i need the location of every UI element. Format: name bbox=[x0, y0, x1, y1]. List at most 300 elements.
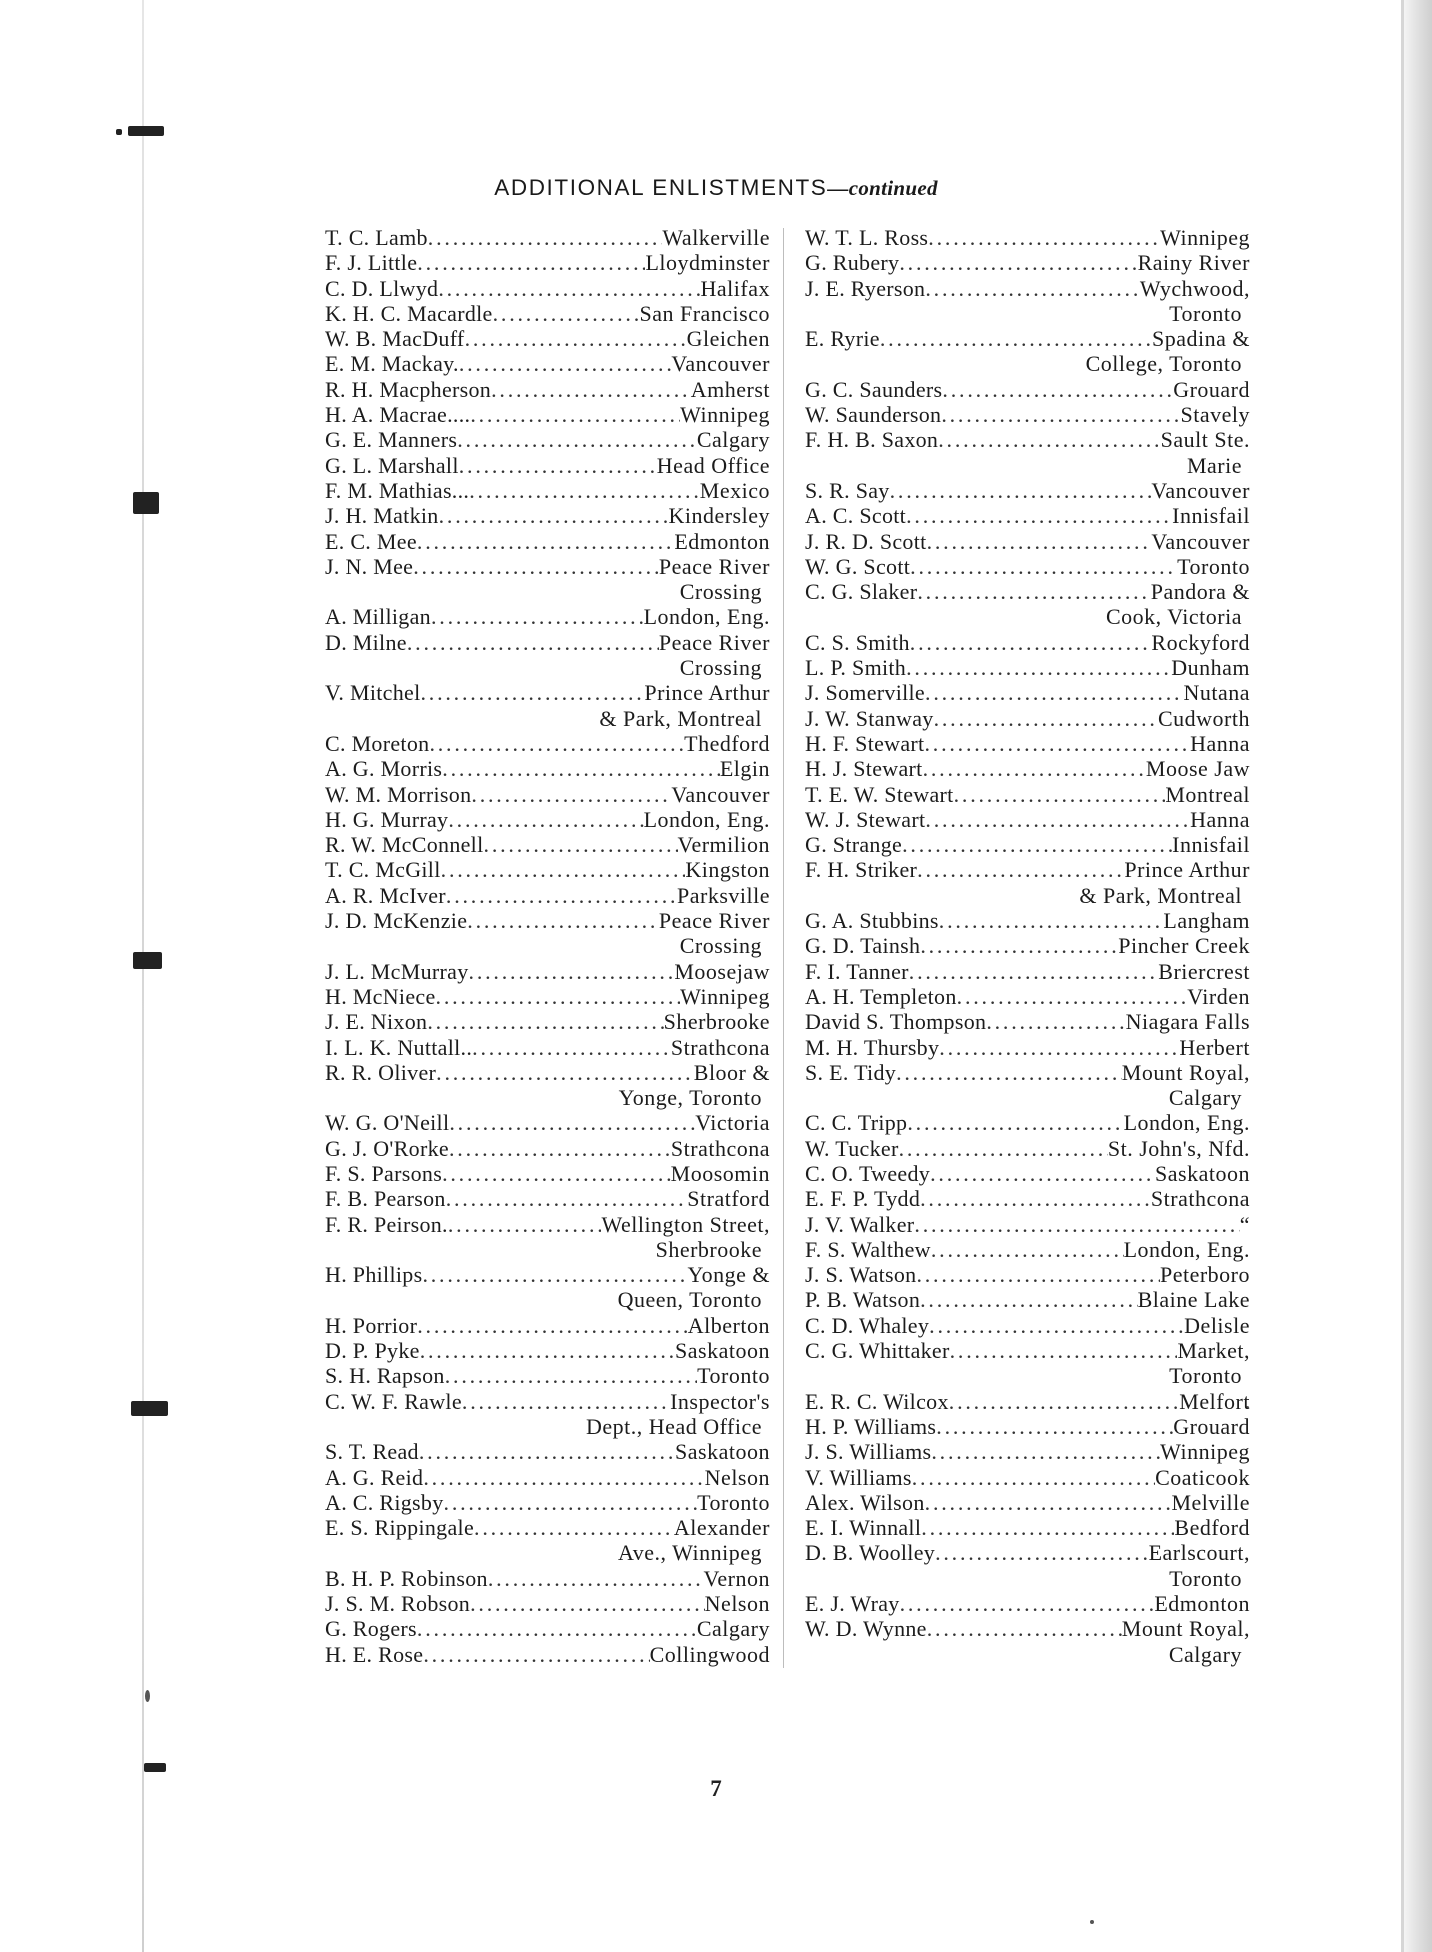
entry-place: Rainy River bbox=[1137, 250, 1250, 276]
entry-place: Sault Ste. bbox=[1160, 427, 1250, 453]
entry-line bbox=[325, 630, 770, 655]
entry-name: K. H. C. Macardle bbox=[325, 300, 493, 326]
entry-place: Edmonton bbox=[674, 528, 770, 554]
enlistment-entry bbox=[325, 1060, 770, 1111]
entry-line bbox=[325, 1035, 770, 1060]
leader-dots bbox=[917, 579, 1150, 604]
entry-place: Moosejaw bbox=[674, 958, 770, 984]
entry-line bbox=[805, 1540, 1250, 1565]
entry-line bbox=[325, 276, 770, 301]
enlistment-entry bbox=[325, 301, 770, 326]
entry-place-continuation: College, Toronto bbox=[1085, 351, 1242, 377]
entry-place: Saskatoon bbox=[675, 1439, 770, 1465]
entry-line bbox=[325, 1186, 770, 1211]
entry-place: Melville bbox=[1171, 1489, 1250, 1515]
entry-place: Moosomin bbox=[670, 1160, 770, 1186]
entry-place: Langham bbox=[1163, 908, 1250, 934]
leader-dots bbox=[457, 427, 697, 452]
enlistment-entry bbox=[325, 1009, 770, 1034]
enlistment-entry bbox=[805, 807, 1250, 832]
entry-place: Alberton bbox=[687, 1312, 770, 1338]
entry-place: Winnipeg bbox=[680, 983, 770, 1009]
leader-dots bbox=[413, 554, 659, 579]
entry-name: H. Porrior bbox=[325, 1312, 418, 1338]
leader-dots bbox=[920, 933, 1118, 958]
entry-place-continuation: Toronto bbox=[1169, 1565, 1242, 1591]
entry-line bbox=[805, 579, 1250, 604]
page-edge-line bbox=[1401, 0, 1404, 1952]
leader-dots bbox=[950, 1338, 1178, 1363]
leader-dots bbox=[436, 984, 681, 1009]
entry-place: Delisle bbox=[1184, 1312, 1250, 1338]
enlistment-entry bbox=[805, 857, 1250, 908]
enlistment-entry bbox=[805, 529, 1250, 554]
entry-name: R. H. Macpherson bbox=[325, 376, 492, 402]
entry-line bbox=[805, 529, 1250, 554]
entry-line bbox=[805, 1161, 1250, 1186]
enlistment-entry bbox=[805, 933, 1250, 958]
entry-place: Prince Arthur bbox=[644, 680, 770, 706]
enlistment-entry bbox=[805, 630, 1250, 655]
leader-dots bbox=[925, 680, 1183, 705]
entry-name: G. Rogers bbox=[325, 1616, 417, 1642]
entry-place: Vermilion bbox=[677, 832, 770, 858]
page-edge-shadow bbox=[1404, 0, 1432, 1952]
entry-place: Winnipeg bbox=[1160, 225, 1250, 250]
leader-dots bbox=[880, 326, 1152, 351]
entry-name: D. P. Pyke bbox=[325, 1338, 420, 1364]
leader-dots bbox=[446, 883, 677, 908]
entry-name: F. S. Walthew bbox=[805, 1236, 931, 1262]
entry-line bbox=[805, 1490, 1250, 1515]
entry-place: Coaticook bbox=[1155, 1464, 1250, 1490]
leader-dots bbox=[921, 1515, 1174, 1540]
entry-name: J. S. Williams bbox=[805, 1439, 932, 1465]
entry-name: C. C. Tripp bbox=[805, 1110, 908, 1136]
enlistment-entry bbox=[805, 1591, 1250, 1616]
entry-place: Vancouver bbox=[671, 781, 770, 807]
leader-dots bbox=[909, 959, 1159, 984]
enlistment-entry bbox=[805, 1136, 1250, 1161]
leader-dots bbox=[442, 756, 720, 781]
enlistment-entry bbox=[805, 326, 1250, 377]
entry-line bbox=[805, 1009, 1250, 1034]
enlistment-entry bbox=[325, 604, 770, 629]
entry-name: I. L. K. Nuttall.. bbox=[325, 1034, 473, 1060]
entry-name: C. G. Slaker bbox=[805, 579, 918, 605]
entry-name: G. D. Tainsh bbox=[805, 933, 921, 959]
leader-dots bbox=[949, 1389, 1180, 1414]
entry-place: London, Eng. bbox=[643, 806, 770, 832]
enlistment-entry bbox=[325, 630, 770, 681]
leader-dots bbox=[484, 832, 678, 857]
entry-place: Elgin bbox=[719, 756, 770, 782]
entry-place: Blaine Lake bbox=[1137, 1287, 1250, 1313]
entry-line bbox=[805, 731, 1250, 756]
entry-place: Montreal bbox=[1165, 781, 1250, 807]
leader-dots bbox=[469, 478, 700, 503]
entry-place: Spadina & bbox=[1152, 326, 1250, 352]
binding-staple bbox=[131, 1401, 168, 1416]
entry-name: E. J. Wray bbox=[805, 1591, 900, 1617]
entry-name: J. E. Nixon bbox=[325, 1009, 428, 1035]
enlistment-entry bbox=[325, 883, 770, 908]
entry-name: L. P. Smith bbox=[805, 655, 907, 681]
entry-place: Strathcona bbox=[1150, 1186, 1250, 1212]
entry-name: F. H. B. Saxon bbox=[805, 427, 939, 453]
entry-name: H. McNiece bbox=[325, 983, 436, 1009]
entry-name: R. R. Oliver bbox=[325, 1059, 437, 1085]
entry-place: Pandora & bbox=[1150, 579, 1250, 605]
enlistment-entry bbox=[325, 782, 770, 807]
enlistment-entry bbox=[325, 377, 770, 402]
entry-line bbox=[325, 1566, 770, 1591]
leader-dots bbox=[474, 1515, 674, 1540]
entry-place-continuation: Dept., Head Office bbox=[586, 1413, 762, 1439]
leader-dots bbox=[931, 1237, 1124, 1262]
entry-line bbox=[805, 1313, 1250, 1338]
enlistment-entry bbox=[325, 554, 770, 605]
enlistment-entry bbox=[805, 250, 1250, 275]
entry-name: R. W. McConnell bbox=[325, 832, 484, 858]
leader-dots bbox=[896, 1060, 1122, 1085]
leader-dots bbox=[906, 655, 1171, 680]
enlistment-entry bbox=[325, 807, 770, 832]
entry-name: J. R. D. Scott bbox=[805, 528, 927, 554]
entry-name: David S. Thompson bbox=[805, 1009, 987, 1035]
enlistment-entry bbox=[325, 402, 770, 427]
entry-line bbox=[805, 1212, 1250, 1237]
leader-dots bbox=[465, 326, 687, 351]
entry-name: W. T. L. Ross bbox=[805, 225, 929, 250]
entry-line bbox=[325, 1009, 770, 1034]
entry-place: Mount Royal, bbox=[1121, 1616, 1250, 1642]
entry-line bbox=[325, 427, 770, 452]
entry-name: W. Saunderson bbox=[805, 402, 942, 428]
enlistment-entry bbox=[325, 250, 770, 275]
leader-dots bbox=[957, 984, 1188, 1009]
right-column bbox=[805, 225, 1250, 1667]
leader-dots bbox=[914, 1212, 1239, 1237]
enlistment-entry bbox=[805, 276, 1250, 327]
leader-dots bbox=[931, 1439, 1160, 1464]
enlistment-entry bbox=[325, 1338, 770, 1363]
entry-line bbox=[325, 1591, 770, 1616]
entry-name: G. J. O'Rorke bbox=[325, 1135, 449, 1161]
entry-line bbox=[805, 427, 1250, 452]
leader-dots bbox=[436, 1060, 694, 1085]
entry-place: Stratford bbox=[687, 1186, 770, 1212]
leader-dots bbox=[954, 782, 1166, 807]
enlistment-entry bbox=[805, 1161, 1250, 1186]
entry-name: C. S. Smith bbox=[805, 629, 910, 655]
entry-line bbox=[325, 883, 770, 908]
leader-dots bbox=[459, 453, 657, 478]
leader-dots bbox=[939, 1035, 1179, 1060]
leader-dots bbox=[427, 1009, 663, 1034]
enlistment-entry bbox=[325, 731, 770, 756]
entry-line bbox=[805, 933, 1250, 958]
entry-place: London, Eng. bbox=[1123, 1236, 1250, 1262]
entry-line bbox=[805, 250, 1250, 275]
leader-dots bbox=[920, 1287, 1137, 1312]
leader-dots bbox=[472, 1035, 671, 1060]
entry-name: T. C. McGill bbox=[325, 857, 441, 883]
entry-line bbox=[325, 250, 770, 275]
entry-line bbox=[325, 402, 770, 427]
entry-line bbox=[325, 1110, 770, 1135]
entry-name: H. J. Stewart bbox=[805, 756, 923, 782]
entry-name: J. H. Matkin bbox=[325, 503, 439, 529]
entry-line bbox=[325, 377, 770, 402]
entry-place: Head Office bbox=[656, 452, 770, 478]
entry-name: J. Somerville bbox=[805, 680, 926, 706]
entry-place: Calgary bbox=[696, 1616, 770, 1642]
entry-place: Lloydminster bbox=[645, 250, 770, 276]
enlistment-entry bbox=[805, 655, 1250, 680]
entry-name: E. M. Mackay. bbox=[325, 351, 459, 377]
entry-name: C. W. F. Rawle bbox=[325, 1388, 462, 1414]
entry-line bbox=[325, 1313, 770, 1338]
entry-place: Pincher Creek bbox=[1118, 933, 1250, 959]
leader-dots bbox=[934, 706, 1158, 731]
entry-place: Earlscourt, bbox=[1148, 1540, 1250, 1566]
enlistment-entry bbox=[325, 1136, 770, 1161]
entry-place: Bedford bbox=[1174, 1515, 1250, 1541]
entry-name: F. H. Striker bbox=[805, 857, 918, 883]
leader-dots bbox=[438, 276, 700, 301]
entry-name: F. R. Peirson. bbox=[325, 1211, 448, 1237]
entry-name: B. H. P. Robinson bbox=[325, 1565, 488, 1591]
entry-place: Nelson bbox=[704, 1591, 770, 1617]
entry-line bbox=[805, 959, 1250, 984]
entry-line bbox=[325, 478, 770, 503]
entry-place: Melfort bbox=[1179, 1388, 1250, 1414]
binding-stitch-line bbox=[142, 0, 144, 1952]
leader-dots bbox=[938, 427, 1160, 452]
entry-name: A. R. McIver bbox=[325, 882, 446, 908]
entry-place-continuation: Yonge, Toronto bbox=[618, 1085, 762, 1111]
leader-dots bbox=[420, 680, 644, 705]
enlistment-entry bbox=[325, 1161, 770, 1186]
entry-line bbox=[325, 1642, 770, 1667]
leader-dots bbox=[902, 832, 1172, 857]
enlistment-entry bbox=[805, 731, 1250, 756]
entry-place: Toronto bbox=[697, 1363, 770, 1389]
entry-line bbox=[805, 1414, 1250, 1439]
entry-line bbox=[805, 1035, 1250, 1060]
entry-line bbox=[805, 1389, 1250, 1414]
entry-place: Inspector's bbox=[670, 1388, 770, 1414]
entry-name: H. G. Murray bbox=[325, 806, 449, 832]
entry-line bbox=[325, 908, 770, 933]
enlistment-entry bbox=[325, 1389, 770, 1440]
title-text: ADDITIONAL ENLISTMENTS bbox=[494, 175, 828, 200]
leader-dots bbox=[417, 1313, 688, 1338]
entry-line bbox=[805, 756, 1250, 781]
entry-name: T. C. Lamb bbox=[325, 225, 428, 250]
entry-name: W. J. Stewart bbox=[805, 806, 926, 832]
enlistment-entry bbox=[805, 1035, 1250, 1060]
binding-staple bbox=[128, 126, 164, 136]
entry-name: E. F. P. Tydd bbox=[805, 1186, 921, 1212]
entry-name: W. B. MacDuff bbox=[325, 326, 465, 352]
entry-name: W. G. Scott bbox=[805, 553, 911, 579]
entry-place: Peace River bbox=[658, 629, 770, 655]
entry-name: J. S. Watson bbox=[805, 1262, 917, 1288]
entry-line bbox=[805, 1262, 1250, 1287]
entry-line bbox=[805, 832, 1250, 857]
leader-dots bbox=[917, 857, 1124, 882]
leader-dots bbox=[470, 1591, 705, 1616]
entry-place-continuation: Marie bbox=[1186, 452, 1242, 478]
entry-line bbox=[325, 1136, 770, 1161]
entry-place-continuation: & Park, Montreal bbox=[1079, 882, 1242, 908]
ink-speck bbox=[1090, 1920, 1094, 1924]
entry-place: Market, bbox=[1177, 1338, 1250, 1364]
entry-name: J. D. McKenzie bbox=[325, 908, 468, 934]
entry-line bbox=[805, 1465, 1250, 1490]
entry-line bbox=[805, 1616, 1250, 1641]
binding-staple bbox=[144, 1763, 166, 1772]
enlistment-entry bbox=[325, 225, 770, 250]
entry-place: Strathcona bbox=[670, 1034, 770, 1060]
entry-name: T. E. W. Stewart bbox=[805, 781, 954, 807]
enlistment-entry bbox=[805, 1465, 1250, 1490]
entry-line bbox=[805, 807, 1250, 832]
entry-place: Yonge & bbox=[687, 1262, 770, 1288]
entry-place: Virden bbox=[1187, 983, 1250, 1009]
entry-name: G. E. Manners bbox=[325, 427, 458, 453]
entry-line bbox=[325, 782, 770, 807]
entry-line bbox=[325, 326, 770, 351]
leader-dots bbox=[939, 908, 1164, 933]
entry-place: Walkerville bbox=[662, 225, 770, 250]
entry-line bbox=[325, 453, 770, 478]
entry-line bbox=[325, 1262, 770, 1287]
leader-dots bbox=[936, 1414, 1173, 1439]
entry-place: Edmonton bbox=[1154, 1591, 1250, 1617]
leader-dots bbox=[925, 1490, 1172, 1515]
leader-dots bbox=[929, 1313, 1184, 1338]
entry-name: H. A. Macrae.... bbox=[325, 402, 471, 428]
enlistment-entry bbox=[805, 680, 1250, 705]
entry-place: Kindersley bbox=[668, 503, 770, 529]
leader-dots bbox=[446, 1186, 688, 1211]
entry-line bbox=[805, 984, 1250, 1009]
entry-place: Rockyford bbox=[1151, 629, 1250, 655]
leader-dots bbox=[899, 250, 1137, 275]
entry-name: A. G. Reid bbox=[325, 1464, 424, 1490]
entry-name: F. J. Little bbox=[325, 250, 418, 276]
entry-place: Vancouver bbox=[1151, 477, 1250, 503]
enlistment-entry bbox=[325, 1212, 770, 1263]
leader-dots bbox=[942, 377, 1173, 402]
leader-dots bbox=[941, 402, 1180, 427]
entry-place: Mount Royal, bbox=[1121, 1059, 1250, 1085]
title-continued: —continued bbox=[827, 176, 938, 200]
entry-line bbox=[805, 276, 1250, 301]
leader-dots bbox=[445, 1363, 697, 1388]
leader-dots bbox=[449, 1136, 671, 1161]
entry-place: Nelson bbox=[704, 1464, 770, 1490]
enlistment-entry bbox=[805, 554, 1250, 579]
entry-name: J. N. Mee bbox=[325, 553, 414, 579]
leader-dots bbox=[899, 1136, 1108, 1161]
enlistment-entry bbox=[805, 1186, 1250, 1211]
entry-name: A. Milligan bbox=[325, 604, 431, 630]
entry-line bbox=[325, 554, 770, 579]
entry-place-continuation: Calgary bbox=[1168, 1641, 1242, 1667]
entry-name: S. R. Say bbox=[805, 477, 890, 503]
entry-line bbox=[325, 1212, 770, 1237]
leader-dots bbox=[428, 225, 663, 250]
entry-line bbox=[325, 756, 770, 781]
entry-name: H. E. Rose bbox=[325, 1641, 424, 1667]
entry-place: Niagara Falls bbox=[1125, 1009, 1250, 1035]
leader-dots bbox=[439, 503, 669, 528]
leader-dots bbox=[927, 529, 1152, 554]
enlistment-entry bbox=[325, 908, 770, 959]
enlistment-entry bbox=[325, 1490, 770, 1515]
enlistment-entry bbox=[325, 1642, 770, 1667]
leader-dots bbox=[925, 276, 1140, 301]
entry-line bbox=[805, 908, 1250, 933]
entry-name: C. Moreton bbox=[325, 730, 430, 756]
entry-line bbox=[805, 1591, 1250, 1616]
entry-name: F. B. Pearson bbox=[325, 1186, 446, 1212]
page-title bbox=[0, 175, 1432, 201]
entry-line bbox=[805, 1338, 1250, 1363]
enlistment-entry bbox=[325, 503, 770, 528]
entry-name: V. Mitchel bbox=[325, 680, 421, 706]
leader-dots bbox=[907, 1110, 1123, 1135]
enlistment-entry bbox=[805, 1515, 1250, 1540]
entry-name: A. G. Morris bbox=[325, 756, 443, 782]
entry-place-continuation: Sherbrooke bbox=[655, 1236, 762, 1262]
entry-line bbox=[805, 680, 1250, 705]
leader-dots bbox=[467, 908, 659, 933]
entry-line bbox=[325, 1439, 770, 1464]
entry-line bbox=[325, 1515, 770, 1540]
entry-place: St. John's, Nfd. bbox=[1107, 1135, 1250, 1161]
leader-dots bbox=[448, 807, 643, 832]
entry-line bbox=[805, 706, 1250, 731]
entry-name: G. A. Stubbins bbox=[805, 908, 939, 934]
entry-place: Grouard bbox=[1173, 376, 1250, 402]
enlistment-entry bbox=[325, 1439, 770, 1464]
leader-dots bbox=[925, 807, 1190, 832]
entry-name: J. L. McMurray bbox=[325, 958, 469, 984]
entry-name: H. P. Williams bbox=[805, 1413, 937, 1439]
entry-name: C. G. Whittaker bbox=[805, 1338, 950, 1364]
entry-name: H. Phillips bbox=[325, 1262, 423, 1288]
entry-name: J. W. Stanway bbox=[805, 705, 934, 731]
entry-line bbox=[805, 377, 1250, 402]
entry-name: G. Rubery bbox=[805, 250, 900, 276]
entry-name: C. D. Llwyd bbox=[325, 275, 439, 301]
entry-name: E. C. Mee bbox=[325, 528, 417, 554]
entry-name: A. H. Templeton bbox=[805, 983, 957, 1009]
leader-dots bbox=[890, 478, 1152, 503]
entry-line bbox=[325, 604, 770, 629]
enlistment-entry bbox=[805, 1389, 1250, 1414]
entry-line bbox=[805, 1110, 1250, 1135]
column-divider bbox=[783, 228, 784, 1668]
entry-name: E. R. C. Wilcox bbox=[805, 1388, 949, 1414]
leader-dots bbox=[916, 1262, 1160, 1287]
enlistment-entry bbox=[805, 1262, 1250, 1287]
